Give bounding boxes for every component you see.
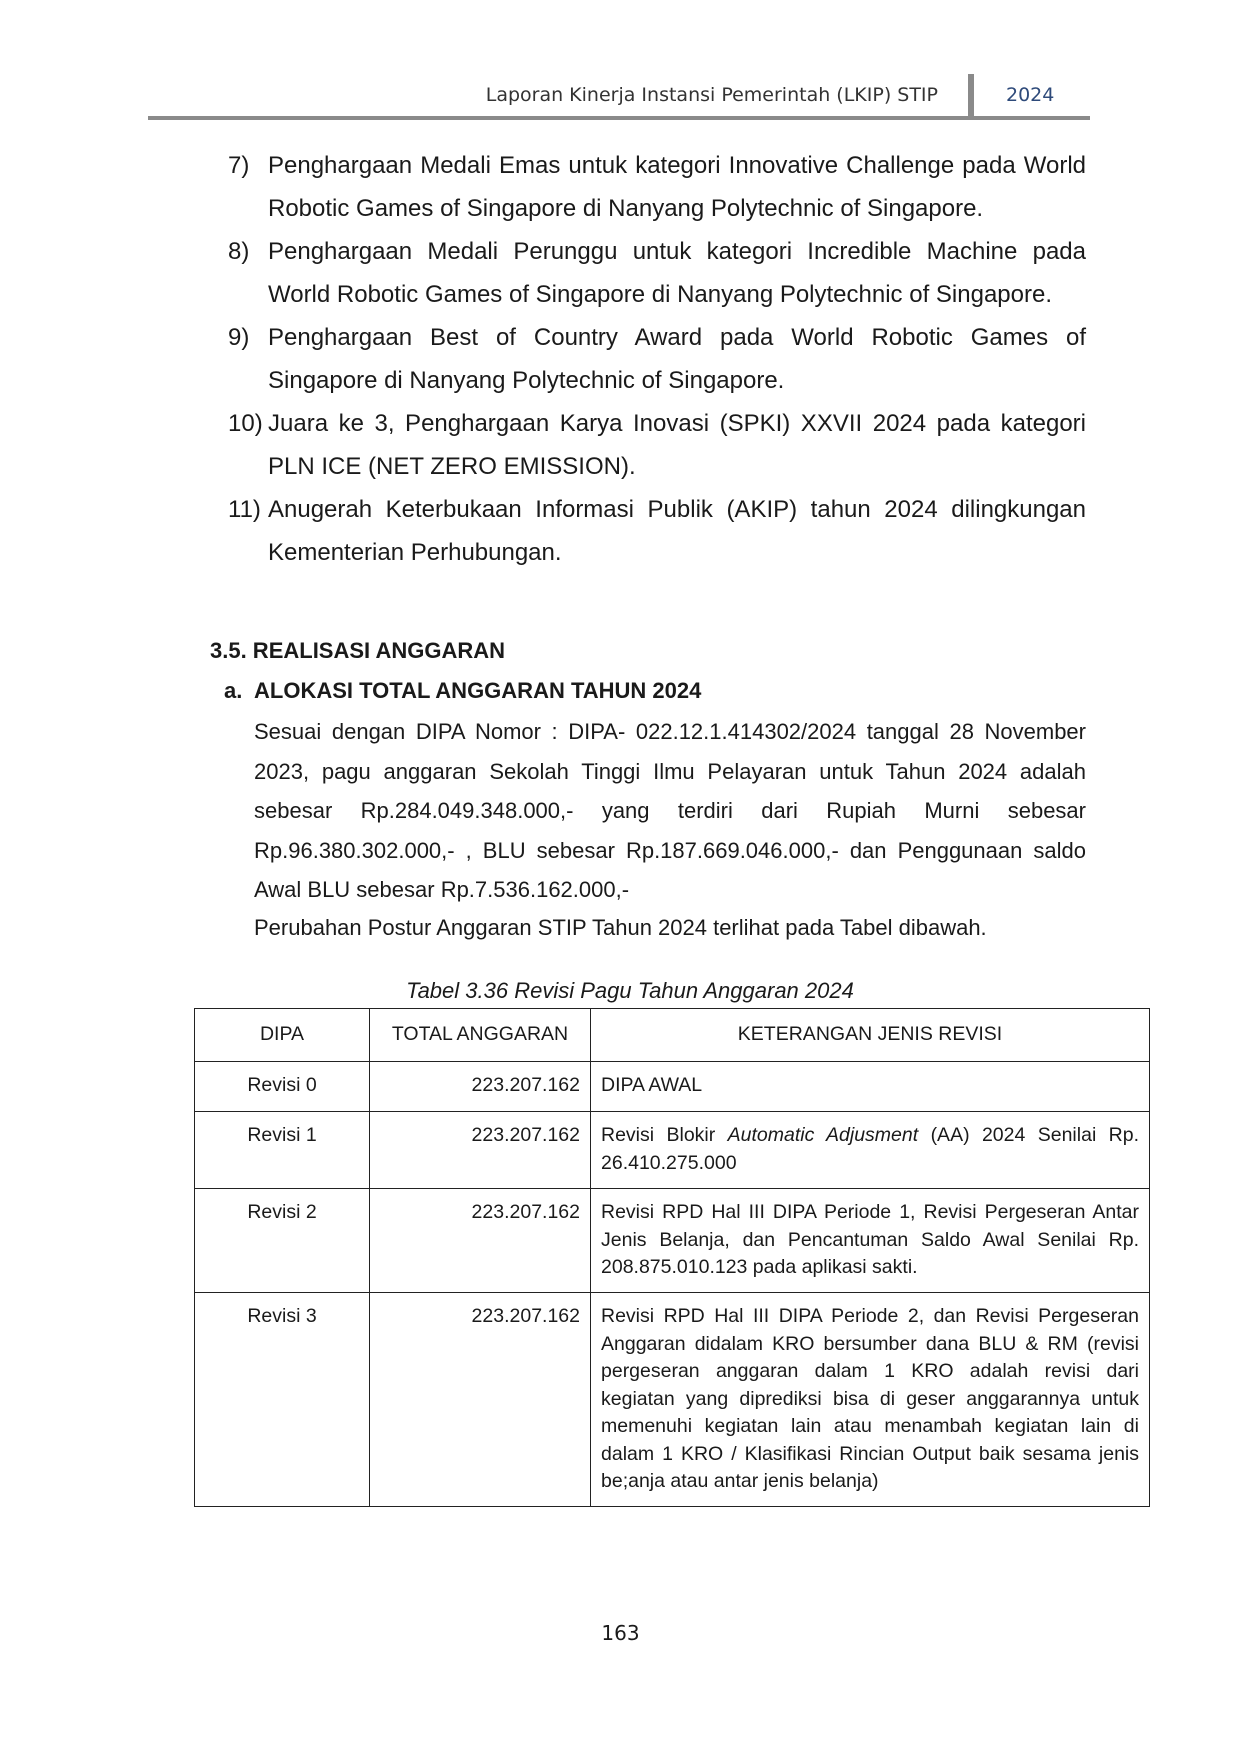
cell-dipa: Revisi 0 (195, 1062, 370, 1112)
table-row (195, 1293, 1150, 1507)
header-year: 2024 (1006, 84, 1055, 106)
keterangan-italic: Automatic Adjusment (727, 1124, 919, 1146)
subsection-letter: a. (224, 678, 243, 703)
keterangan-text: Revisi Blokir (601, 1124, 728, 1146)
header-rule (148, 116, 1090, 120)
cell-keterangan (591, 1062, 1150, 1112)
col-header-dipa: DIPA (195, 1009, 370, 1062)
section-title: 3.5. REALISASI ANGGARAN (210, 638, 506, 663)
keterangan-text: Revisi RPD Hal III DIPA Periode 2, dan Revisi Pergeseran Anggaran didalam KRO bersumber dana BLU & RM (revisi pergeseran anggaran dalam 1 KRO adalah revisi dari kegiatan yang diprediksi bisa di geser anggarannya untuk memenuhi kegiatan lain atau menambah kegiatan lain di dalam 1 KRO / Klasifikasi Rincian Output baik sesama jenis be;anja atau antar jenis belanja) (601, 1305, 1139, 1492)
list-item (228, 230, 1086, 316)
keterangan-text: Revisi RPD Hal III DIPA Periode 1, Revisi Pergeseran Antar Jenis Belanja, dan Pencantuman Saldo Awal Senilai Rp. 208.875.010.123 pada aplikasi sakti. (601, 1201, 1139, 1278)
list-item-text: Penghargaan Medali Emas untuk kategori Innovative Challenge pada World Robotic Games of Singapore di Nanyang Polytechnic of Singapore. (268, 152, 1086, 222)
cell-dipa: Revisi 3 (195, 1293, 370, 1507)
table-caption: Tabel 3.36 Revisi Pagu Tahun Anggaran 2024 (406, 978, 854, 1003)
list-item-number: 9) (228, 324, 250, 351)
table-row (195, 1189, 1150, 1293)
cell-dipa: Revisi 1 (195, 1112, 370, 1189)
header-separator (968, 74, 974, 118)
list-item-text: Penghargaan Best of Country Award pada World Robotic Games of Singapore di Nanyang Polytechnic of Singapore. (268, 324, 1086, 394)
col-header-total: TOTAL ANGGARAN (370, 1009, 591, 1062)
list-item-number: 7) (228, 152, 250, 179)
cell-total: 223.207.162 (370, 1189, 591, 1293)
keterangan-text: DIPA AWAL (601, 1074, 703, 1096)
list-item-number: 11) (228, 496, 261, 523)
list-item (228, 402, 1086, 488)
table-row (195, 1112, 1150, 1189)
page-header (148, 70, 1090, 120)
cell-keterangan (591, 1189, 1150, 1293)
list-item-text: Penghargaan Medali Perunggu untuk kategori Incredible Machine pada World Robotic Games of Singapore di Nanyang Polytechnic of Singapore. (268, 238, 1086, 308)
achievement-list (228, 144, 1086, 574)
cell-dipa: Revisi 2 (195, 1189, 370, 1293)
table-header-row (195, 1009, 1150, 1062)
cell-total: 223.207.162 (370, 1112, 591, 1189)
list-item-number: 8) (228, 238, 250, 265)
budget-paragraph: Sesuai dengan DIPA Nomor : DIPA- 022.12.1.414302/2024 tanggal 28 November 2023, pagu anggaran Sekolah Tinggi Ilmu Pelayaran untuk Tahun 2024 adalah sebesar Rp.284.049.348.000,- yang terdiri dari Rupiah Murni sebesar Rp.96.380.302.000,- , BLU sebesar Rp.187.669.046.000,- dan Penggunaan saldo Awal BLU sebesar Rp.7.536.162.000,- (254, 719, 1086, 902)
revision-table (194, 1008, 1150, 1507)
table-row (195, 1062, 1150, 1112)
list-item-text: Anugerah Keterbukaan Informasi Publik (AKIP) tahun 2024 dilingkungan Kementerian Perhubungan. (268, 496, 1086, 566)
list-item-number: 10) (228, 410, 263, 437)
list-item-text: Juara ke 3, Penghargaan Karya Inovasi (SPKI) XXVII 2024 pada kategori PLN ICE (NET ZERO EMISSION). (268, 410, 1086, 480)
list-item (228, 316, 1086, 402)
cell-total: 223.207.162 (370, 1062, 591, 1112)
list-item (228, 144, 1086, 230)
budget-paragraph-2: Perubahan Postur Anggaran STIP Tahun 2024 terlihat pada Tabel dibawah. (254, 915, 987, 940)
keterangan-text-end: (AA) 2024 Senilai Rp. 26.410.275.000 (601, 1124, 1140, 1174)
cell-keterangan (591, 1293, 1150, 1507)
col-header-keterangan: KETERANGAN JENIS REVISI (591, 1009, 1150, 1062)
page-number: 163 (601, 1621, 640, 1645)
list-item (228, 488, 1086, 574)
header-title: Laporan Kinerja Instansi Pemerintah (LKIP) STIP (485, 84, 938, 106)
cell-total: 223.207.162 (370, 1293, 591, 1507)
subsection-title: ALOKASI TOTAL ANGGARAN TAHUN 2024 (254, 678, 702, 703)
cell-keterangan (591, 1112, 1150, 1189)
